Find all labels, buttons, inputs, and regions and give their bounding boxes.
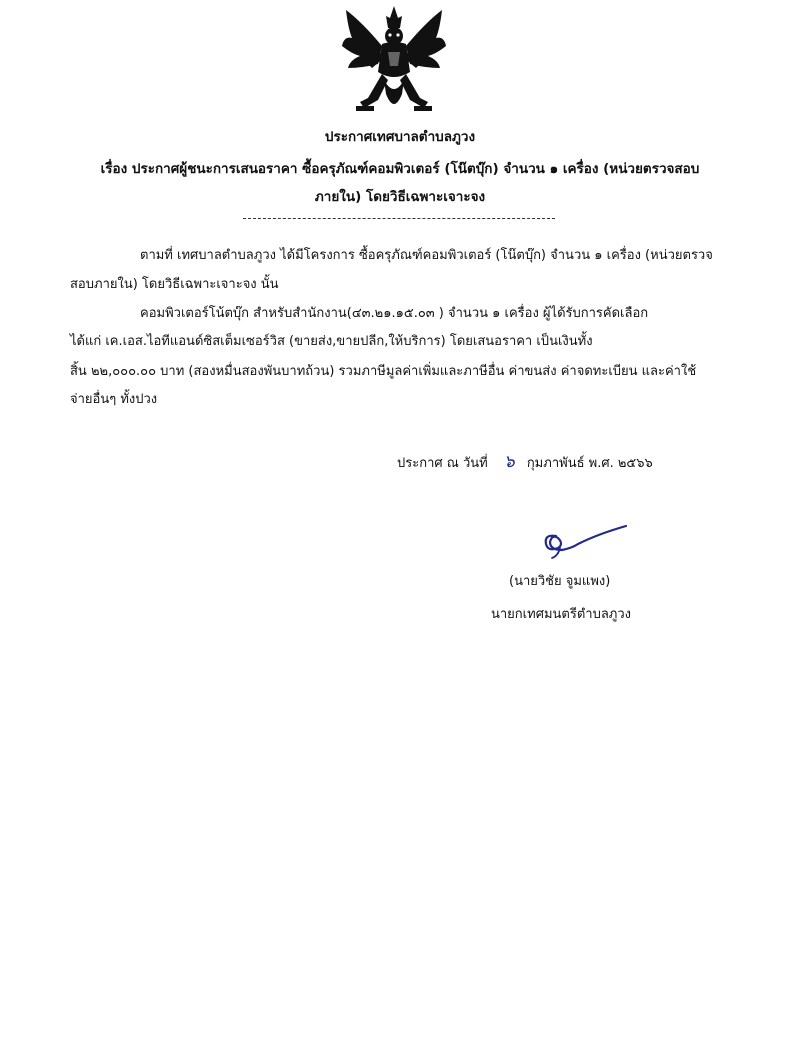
announce-day: ๖ — [503, 452, 515, 472]
paragraph-2-line-3: สิ้น ๒๒,๐๐๐.๐๐ บาท (สองหมื่นสองพันบาทถ้วน) รวมภาษีมูลค่าเพิ่มและภาษีอื่น ค่าขนส่ง ค่าจดทะเบียน และค่าใช้ — [70, 364, 697, 379]
divider — [243, 218, 555, 219]
paragraph-2-line-1: คอมพิวเตอร์โน้ตบุ๊ก สำหรับสำนักงาน(๔๓.๒๑.๑๕.๐๓ ) จำนวน ๑ เครื่อง ผู้ได้รับการคัดเลือก — [140, 306, 649, 321]
paragraph-2-line-4: จ่ายอื่นๆ ทั้งปวง — [70, 392, 158, 407]
signer-position: นายกเทศมนตรีตำบลภูวง — [491, 607, 631, 622]
announce-date-line — [397, 452, 653, 474]
announcement-subject-line-1: เรื่อง ประกาศผู้ชนะการเสนอราคา ซื้อครุภัณฑ์คอมพิวเตอร์ (โน๊ตบุ๊ก) จำนวน ๑ เครื่อง (หน่วยตรวจสอบ — [100, 161, 700, 177]
paragraph-1-line-2: สอบภายใน) โดยวิธีเฉพาะเจาะจง นั้น — [70, 277, 279, 292]
announcement-org: ประกาศเทศบาลตำบลภูวง — [324, 129, 476, 145]
paragraph-1-line-1: ตามที่ เทศบาลตำบลภูวง ได้มีโครงการ ซื้อครุภัณฑ์คอมพิวเตอร์ (โน๊ตบุ๊ก) จำนวน ๑ เครื่อง (หน่วยตรวจ — [140, 248, 713, 263]
announcement-subject-line-2: ภายใน) โดยวิธีเฉพาะเจาะจง — [314, 189, 486, 205]
signer-name: (นายวิชัย จูมแพง) — [509, 574, 611, 589]
garuda-emblem-icon — [338, 2, 450, 122]
signature-image — [538, 522, 630, 562]
announce-month-year: กุมภาพันธ์ พ.ศ. ๒๕๖๖ — [526, 456, 653, 471]
announce-prefix: ประกาศ ณ วันที่ — [397, 456, 488, 471]
paragraph-2-line-2: ได้แก่ เค.เอส.ไอทีแอนด์ซิสเต็มเซอร์วิส (ขายส่ง,ขายปลีก,ให้บริการ) โดยเสนอราคา เป็นเงินทั้ง — [70, 334, 593, 349]
